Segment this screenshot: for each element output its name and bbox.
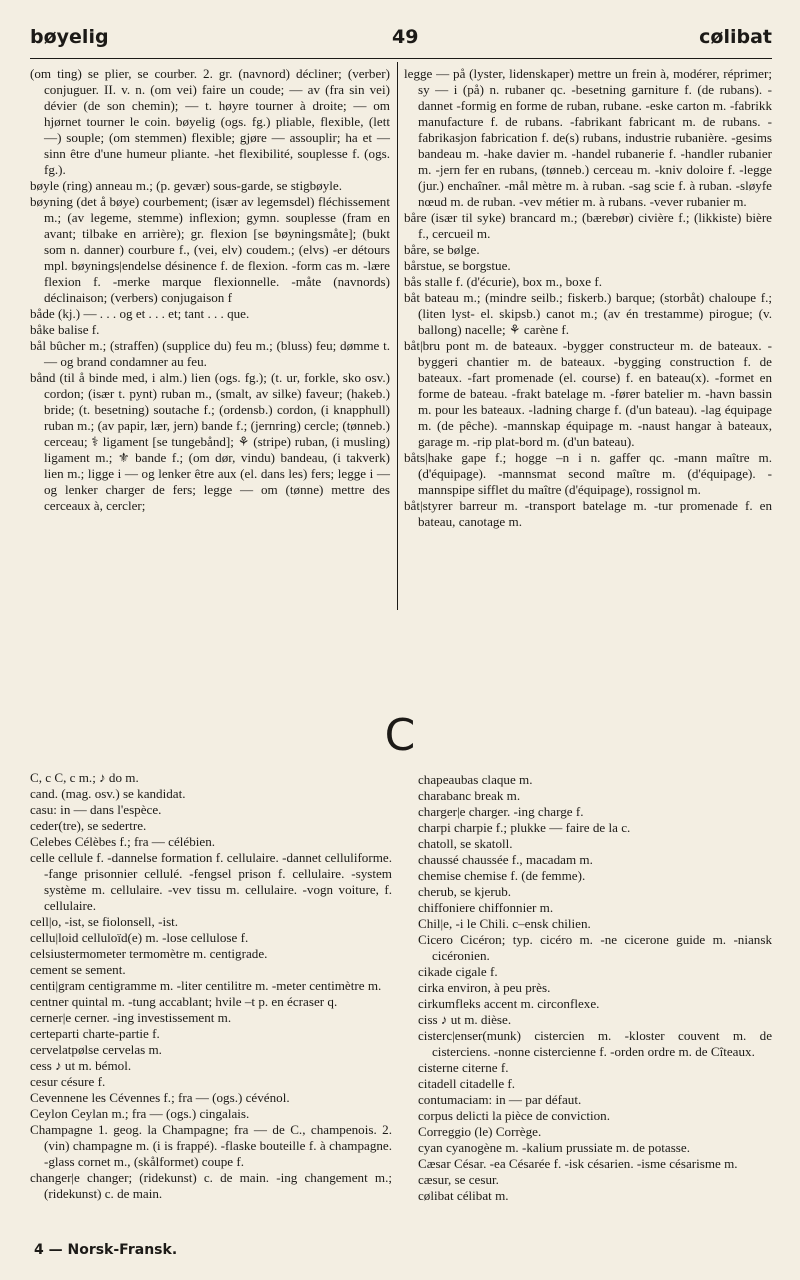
section-letter: C	[384, 710, 416, 761]
entry: bårstue, se borgstue.	[404, 258, 511, 273]
entry: cesur césure f.	[30, 1074, 106, 1089]
entry: cyan cyanogène m. -kalium prussiate m. de potasse.	[418, 1140, 690, 1155]
entry: bånd (til å binde med, i alm.) lien (ogs. fg.); (t. ur, forkle, sko osv.) cordon; (især t. pynt) ruban m., (smalt, av silke) faveur; (hakeb.) bride; (t. besetning) soutache f.; (ordensb.) cordon, (i knapphull) ruban m.; (av papir, lær, jern) bande f.; (jernring) cercle; (tønneb.) cerceau; ⚕ ligament [se tungebånd]; ⚘ (stripe) ruban, (i musling) ligament m.; ⚜ bande f.; (om dør, vindu) bandeau, (i takverk) lien m.; ligge i — og lenker être aux (el. dans les) fers; legge i — og lenker charger de fers; legge — om (tønne) mettre des cerceaux à, cercler;	[30, 370, 390, 513]
signature-footer: 4 — Norsk-Fransk.	[34, 1242, 178, 1258]
entry: centner quintal m. -tung accablant; hvile –t p. en écraser q.	[30, 994, 338, 1009]
column-divider	[397, 62, 398, 610]
entry: cervelatpølse cervelas m.	[30, 1042, 162, 1057]
entry: chapeaubas claque m.	[418, 772, 533, 787]
entry: ceder(tre), se sedertre.	[30, 818, 147, 833]
entry: cirka environ, à peu près.	[418, 980, 551, 995]
entry: cirkumfleks accent m. circonflexe.	[418, 996, 600, 1011]
bottom-right-column	[418, 772, 772, 1203]
entry: celsiustermometer termomètre m. centigrade.	[30, 946, 268, 961]
entry: (om ting) se plier, se courber. 2. gr. (navnord) décliner; (verber) conjuguer. II. v. n. (om vei) faire un coude; — av (fra sin vei) dévier (de son chemin); — t. høyre tourner à droite; — om hjørnet tourner le coin. bøyelig (ogs. fg.) pliable, flexible, (lett —) souple; (om stemmen) flexible; gjøre — assouplir; ha et — sinn être d'une humeur pliante. -het flexibilité, souplesse f. (ogs. fg.).	[30, 66, 390, 177]
entry: båke balise f.	[30, 322, 100, 337]
entry: cand. (mag. osv.) se kandidat.	[30, 786, 186, 801]
entry: chiffoniere chiffonnier m.	[418, 900, 554, 915]
entry: cell|o, -ist, se fiolonsell, -ist.	[30, 914, 179, 929]
top-left-column	[30, 66, 390, 610]
entry: contumaciam: in — par défaut.	[418, 1092, 582, 1107]
entry: båts|hake gape f.; hogge –n i n. gaffer qc. -mann maître m. (d'équipage). -mannsmat second maître m. (d'équipage). -mannspipe sifflet du maître (d'équipage), rossignol m.	[404, 450, 772, 497]
entry: cellu|loid celluloïd(e) m. -lose cellulose f.	[30, 930, 249, 945]
entry: Cæsar César. -ea Césarée f. -isk césarien. -isme césarisme m.	[418, 1156, 738, 1171]
entry: centi|gram centigramme m. -liter centilitre m. -meter centimètre m.	[30, 978, 382, 993]
entry: certeparti charte-partie f.	[30, 1026, 160, 1041]
entry: Celebes Célèbes f.; fra — célébien.	[30, 834, 216, 849]
top-right-column	[404, 66, 772, 606]
entry: cikade cigale f.	[418, 964, 498, 979]
entry: chemise chemise f. (de femme).	[418, 868, 586, 883]
entry: celle cellule f. -dannelse formation f. cellulaire. -dannet celluliforme. -fange prisonnier cellulé. -fengsel prison f. cellulaire. -system système m. cellulaire. -vev tissu m. cellulaire. -vogn voiture, f. cellulaire.	[30, 850, 392, 913]
entry: casu: in — dans l'espèce.	[30, 802, 162, 817]
header-first-word: bøyelig	[30, 26, 109, 48]
entry: cisterc|enser(munk) cistercien m. -kloster couvent m. de cisterciens. -nonne cistercienne f. -orden ordre m. de Cîteaux.	[418, 1028, 772, 1059]
bottom-left-column	[30, 770, 392, 1260]
entry: cement se sement.	[30, 962, 126, 977]
entry: corpus delicti la pièce de conviction.	[418, 1108, 610, 1123]
entry: cerner|e cerner. -ing investissement m.	[30, 1010, 232, 1025]
entry: både (kj.) — . . . og et . . . et; tant . . . que.	[30, 306, 250, 321]
entry: cisterne citerne f.	[418, 1060, 509, 1075]
entry: ciss ♪ ut m. dièse.	[418, 1012, 512, 1027]
entry: C, c C, c m.; ♪ do m.	[30, 770, 139, 785]
entry: båre, se bølge.	[404, 242, 480, 257]
entry: båre (især til syke) brancard m.; (bærebør) civière f.; (likkiste) bière f., cercueil m.	[404, 210, 772, 241]
entry: bøyle (ring) anneau m.; (p. gevær) sous-garde, se stigbøyle.	[30, 178, 342, 193]
running-header	[30, 22, 772, 59]
entry: charger|e charger. -ing charge f.	[418, 804, 584, 819]
entry: chatoll, se skatoll.	[418, 836, 513, 851]
entry: båt bateau m.; (mindre seilb.; fiskerb.) barque; (storbåt) chaloupe f.; (liten lyst- el. skipsb.) canot m.; (av én trestamme) pirogue; (v. ballong) nacelle; ⚘ carène f.	[404, 290, 772, 337]
entry: båt|styrer barreur m. -transport batelage m. -tur promenade f. en bateau, canotage m.	[404, 498, 772, 529]
entry: charpi charpie f.; plukke — faire de la c.	[418, 820, 631, 835]
entry: bål bûcher m.; (straffen) (supplice du) feu m.; (bluss) feu; dømme t. — og brand condamner au feu.	[30, 338, 390, 369]
entry: Ceylon Ceylan m.; fra — (ogs.) cingalais.	[30, 1106, 250, 1121]
entry: Champagne 1. geog. la Champagne; fra — de C., champenois. 2. (vin) champagne m. (i is frappé). -flaske bouteille f. à champagne. -glass cornet m., (skålformet) coupe f.	[30, 1122, 392, 1169]
header-last-word: cølibat	[699, 26, 772, 48]
entry: bøyning (det å bøye) courbement; (især av legemsdel) fléchissement m.; (av legeme, stemme) inflexion; gymn. souplesse (fram en avant; tilbake en arrière); gr. flexion [se bøyningsmåte]; (bukt som n. danner) courbure f., (vei, elv) coudem.; (elvs) -er détours mpl. bøynings|endelse désinence f. de flexion. -form cas m. -lære flexion f. -merke marque flexionnelle. -måte (navnords) déclinaison; (verbers) conjugaison f	[30, 194, 390, 305]
page-number: 49	[392, 26, 419, 48]
entry: cherub, se kjerub.	[418, 884, 512, 899]
entry: cølibat célibat m.	[418, 1188, 509, 1203]
entry: changer|e changer; (ridekunst) c. de main. -ing changement m.; (ridekunst) c. de main.	[30, 1170, 392, 1201]
entry: citadell citadelle f.	[418, 1076, 516, 1091]
entry: Cevennene les Cévennes f.; fra — (ogs.) cévénol.	[30, 1090, 290, 1105]
entry: cæsur, se cesur.	[418, 1172, 499, 1187]
entry: båt|bru pont m. de bateaux. -bygger constructeur m. de bateaux. -byggeri chantier m. de bateaux. -bygging construction f. de bateaux. -fart promenade (el. course) f. en bateau(x). -formet en forme de bateau. -frakt batelage m. -fører batelier m. -havn bassin m. pour les bateaux. -ladning charge f. (d'un bateau). -lag équipage m. (de pêche). -mannskap équipage m. -naust hangar à bateaux, garage m. -rip plat-bord m. (d'un bateau).	[404, 338, 772, 449]
entry: Chil|e, -i le Chili. c–ensk chilien.	[418, 916, 591, 931]
entry: chaussé chaussée f., macadam m.	[418, 852, 593, 867]
entry: cess ♪ ut m. bémol.	[30, 1058, 132, 1073]
entry: bås stalle f. (d'écurie), box m., boxe f.	[404, 274, 602, 289]
entry: Cicero Cicéron; typ. cicéro m. -ne cicerone guide m. -niansk cicéronien.	[418, 932, 772, 963]
entry: charabanc break m.	[418, 788, 521, 803]
entry: Correggio (le) Corrège.	[418, 1124, 542, 1139]
entry: legge — på (lyster, lidenskaper) mettre un frein à, modérer, réprimer; sy — i (på) n. rubaner qc. -besetning garniture f. (de rubans). -dannet -formig en forme de ruban, rubane. -eske carton m. -fabrikk manufacture f. de rubans. -fabrikant fabricant m. de rubans. -fabrikasjon fabrication f. de(s) rubans, industrie rubanière. -gesims bandeau m. -hake davier m. -handel rubanerie f. -handler rubanier m. -jern fer en rubans, (tønneb.) cerceau m. -kniv doloire f. -legge (jur.) enchaîner. -mål mètre m. à ruban. -sag scie f. à ruban. -sløyfe nœud m. de ruban. -vev métier m. à rubans. -vever rubanier m.	[404, 66, 772, 209]
